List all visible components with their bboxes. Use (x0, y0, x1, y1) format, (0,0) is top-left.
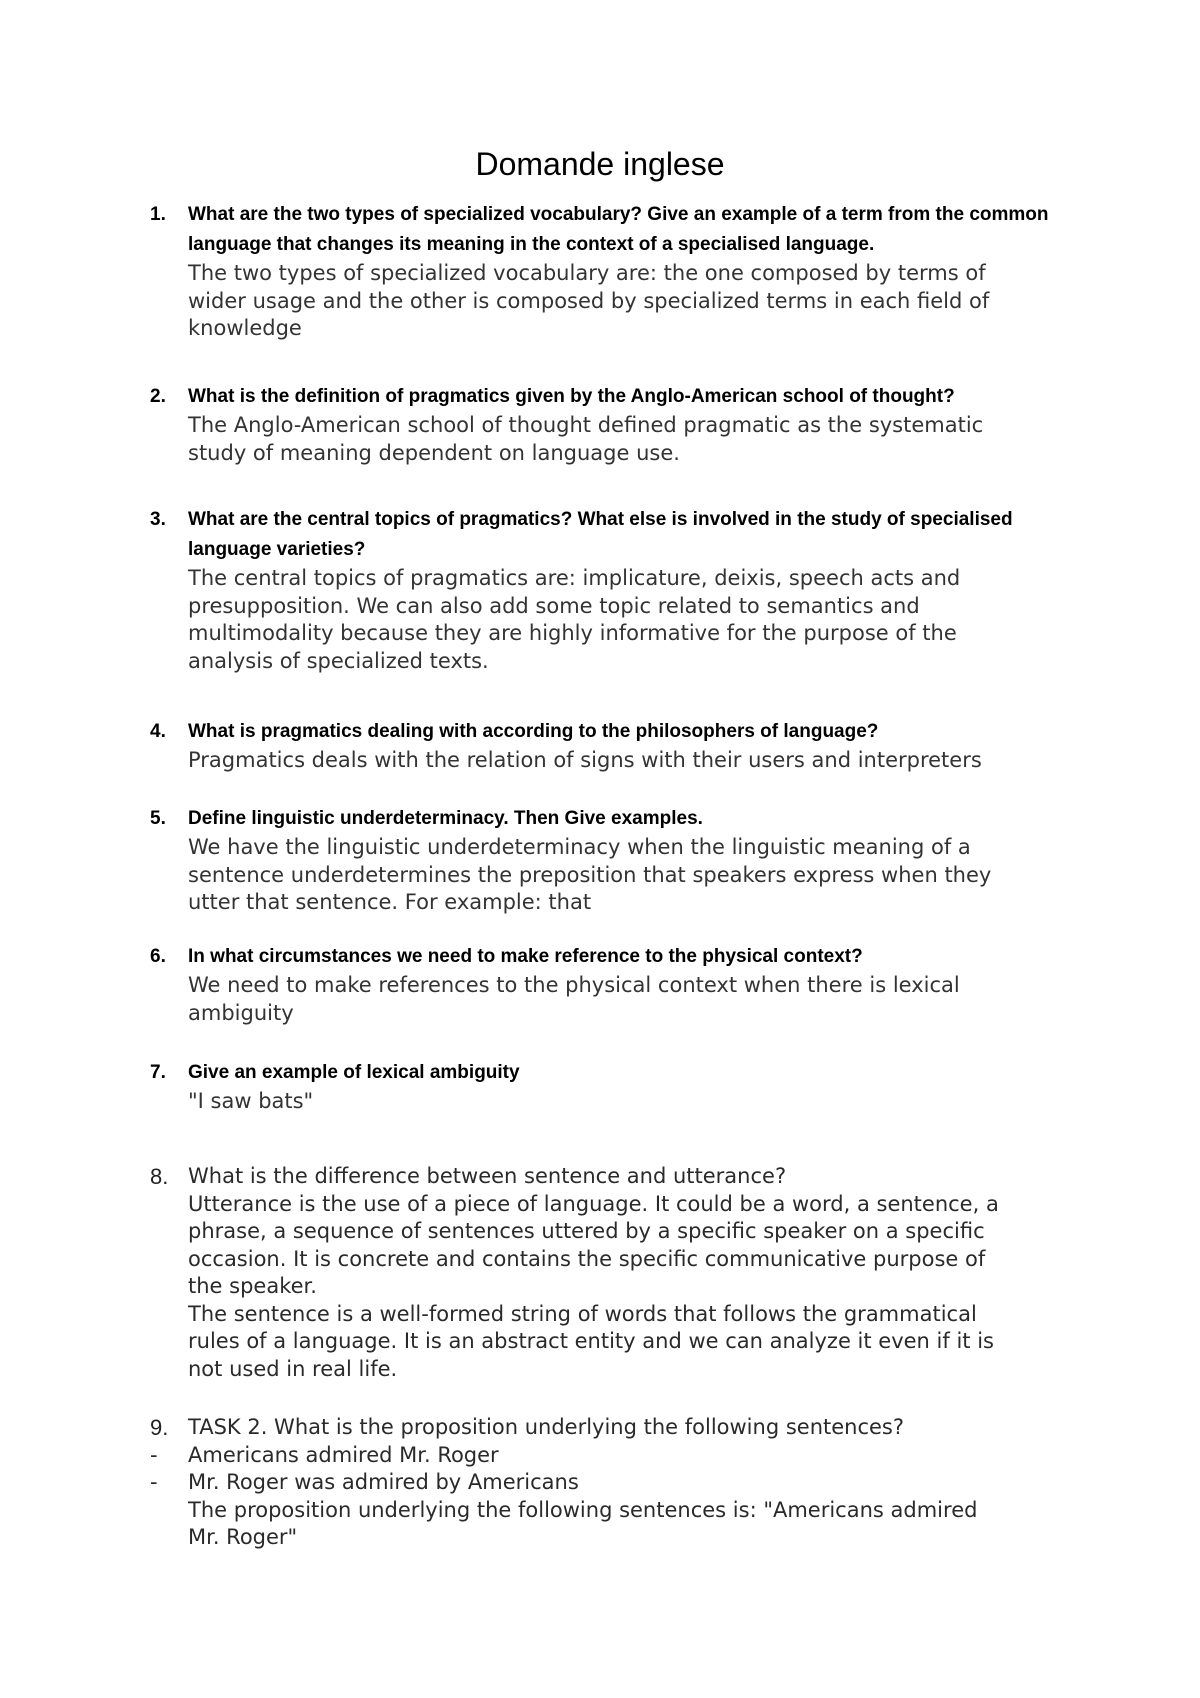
bullet-marker: - (150, 1442, 158, 1467)
bullet-item (150, 1469, 1090, 1497)
answer-text: The proposition underlying the following sentences is: "Americans admired Mr. Roger" (188, 1497, 978, 1549)
question-text: What is the definition of pragmatics given by the Anglo-American school of thought? (188, 386, 955, 407)
question-text: Define linguistic underdeterminacy. Then Give examples. (188, 808, 703, 829)
question-text: TASK 2. What is the proposition underlying the following sentences? (188, 1415, 905, 1439)
item-number: 3. (150, 509, 166, 530)
answer-text: "I saw bats" (188, 1089, 314, 1113)
item-number: 5. (150, 808, 166, 829)
bullet-text: Mr. Roger was admired by Americans (188, 1470, 579, 1494)
item-number: 4. (150, 721, 166, 742)
document-title: Domande inglese (475, 146, 725, 182)
item-number: 7. (150, 1062, 166, 1083)
answer-text: The central topics of pragmatics are: implicature, deixis, speech acts and presupposition. We can also add some topic related to semantics and multimodality because they are highly informative for the purpose of the analysis of specialized texts. (188, 566, 961, 673)
bullet-item (150, 1442, 1090, 1470)
answer-text: Utterance is the use of a piece of language. It could be a word, a sentence, a phrase, a sequence of sentences uttered by a specific speaker on a specific occasion. It is concrete and contains the specific communicative purpose of the speaker. The sentence is a well-formed string of words that follows the grammatical rules of a language. It is an abstract entity and we can analyze it even if it is not used in real life. (188, 1191, 999, 1381)
question-text: What is the difference between sentence and utterance? (188, 1164, 787, 1188)
item-number: 8. (150, 1164, 169, 1189)
question-text: What is pragmatics dealing with according to the philosophers of language? (188, 721, 879, 742)
question-text: In what circumstances we need to make reference to the physical context? (188, 946, 863, 967)
question-item-5 (150, 804, 1090, 917)
answer-text: The Anglo-American school of thought defined pragmatic as the systematic study of meaning dependent on language use. (188, 413, 984, 465)
question-item-6 (150, 942, 1090, 1027)
question-text: What are the two types of specialized vocabulary? Give an example of a term from the common language that changes its meaning in the context of a specialised language. (188, 204, 1049, 255)
item-number: 1. (150, 204, 166, 225)
question-item-4 (150, 717, 1090, 775)
question-text: Give an example of lexical ambiguity (188, 1062, 520, 1083)
question-item-7 (150, 1058, 1090, 1116)
question-item-2 (150, 382, 1090, 467)
item-number: 6. (150, 946, 166, 967)
question-item-8 (150, 1163, 1090, 1383)
answer-text: We need to make references to the physical context when there is lexical ambiguity (188, 973, 960, 1025)
answer-text: The two types of specialized vocabulary are: the one composed by terms of wider usage and the other is composed by specialized terms in each field of knowledge (188, 261, 990, 340)
bullet-text: Americans admired Mr. Roger (188, 1442, 499, 1467)
answer-text: We have the linguistic underdeterminacy when the linguistic meaning of a sentence underdetermines the preposition that speakers express when they utter that sentence. For example: that (188, 835, 992, 914)
item-number: 9. (150, 1415, 169, 1440)
question-item-1 (150, 200, 1090, 343)
bullet-marker: - (150, 1470, 158, 1494)
question-item-3 (150, 505, 1090, 675)
question-text: What are the central topics of pragmatics? What else is involved in the study of specialised language varieties? (188, 509, 1013, 560)
item-number: 2. (150, 386, 166, 407)
question-item-9 (150, 1414, 1090, 1552)
answer-text: Pragmatics deals with the relation of signs with their users and interpreters (188, 748, 982, 772)
